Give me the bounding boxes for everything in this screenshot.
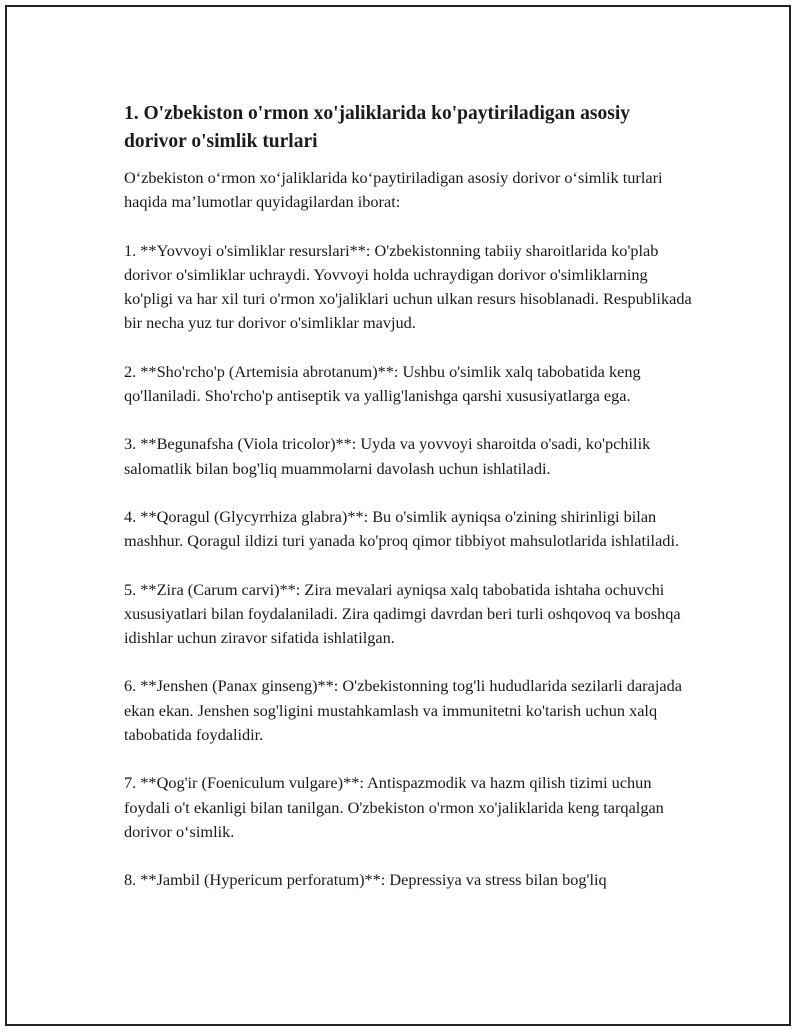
list-item: 8. **Jambil (Hypericum perforatum)**: Depressiya va stress bilan bog'liq xyxy=(124,870,607,890)
document-body xyxy=(124,100,694,917)
list-item: 2. **Sho'rcho'p (Artemisia abrotanum)**: Ushbu o'simlik xalq tabobatida keng qo'llaniladi. Sho'rcho'p antiseptik va yallig'lanishga qarshi xususiyatlarga ega. xyxy=(124,361,641,406)
list-item: 6. **Jenshen (Panax ginseng)**: O'zbekistonning tog'li hududlarida sezilarli darajada ekan ekan. Jenshen sog'ligini mustahkamlash va immunitetni ko'tarish uchun xalq tabobatida foydalidir. xyxy=(124,676,682,745)
document-title: 1. O'zbekiston o'rmon xo'jaliklarida ko'paytiriladigan asosiy dorivor o'simlik turlari xyxy=(124,103,630,152)
page-frame xyxy=(5,5,791,1026)
list-item: 5. **Zira (Carum carvi)**: Zira mevalari ayniqsa xalq tabobatida ishtaha ochuvchi xususiyatlari bilan foydalaniladi. Zira qadimgi davrdan beri turli oshqovoq va boshqa idishlar uchun ziravor sifatida ishlatilgan. xyxy=(124,579,681,648)
list-item: 4. **Qoragul (Glycyrrhiza glabra)**: Bu o'simlik ayniqsa o'zining shirinligi bilan mashhur. Qoragul ildizi turi yanada ko'proq qimor tibbiyot mahsulotlarida ishlatiladi. xyxy=(124,506,680,551)
intro-paragraph: O‘zbekiston o‘rmon xo‘jaliklarida ko‘paytiriladigan asosiy dorivor o‘simlik turlari haqida ma’lumotlar quyidagilardan iborat: xyxy=(124,168,663,212)
list-item: 3. **Begunafsha (Viola tricolor)**: Uyda va yovvoyi sharoitda o'sadi, ko'pchilik salomatlik bilan bog'liq muammolarni davolash uchun ishlatiladi. xyxy=(124,434,651,478)
list-item: 1. **Yovvoyi o'simliklar resurslari**: O'zbekistonning tabiiy sharoitlarida ko'plab dorivor o'simliklar uchraydi. Yovvoyi holda uchraydigan dorivor o'simliklarning ko'pligi va har xil turi o'rmon xo'jaliklari uchun ulkan resurs hisoblanadi. Respublikada bir necha yuz tur dorivor o'simliklar mavjud. xyxy=(124,240,692,333)
list-item: 7. **Qog'ir (Foeniculum vulgare)**: Antispazmodik va hazm qilish tizimi uchun foydali o't ekanligi bilan tanilgan. O'zbekiston o'rmon xo'jaliklarida keng tarqalgan dorivor o‘simlik. xyxy=(124,773,664,841)
